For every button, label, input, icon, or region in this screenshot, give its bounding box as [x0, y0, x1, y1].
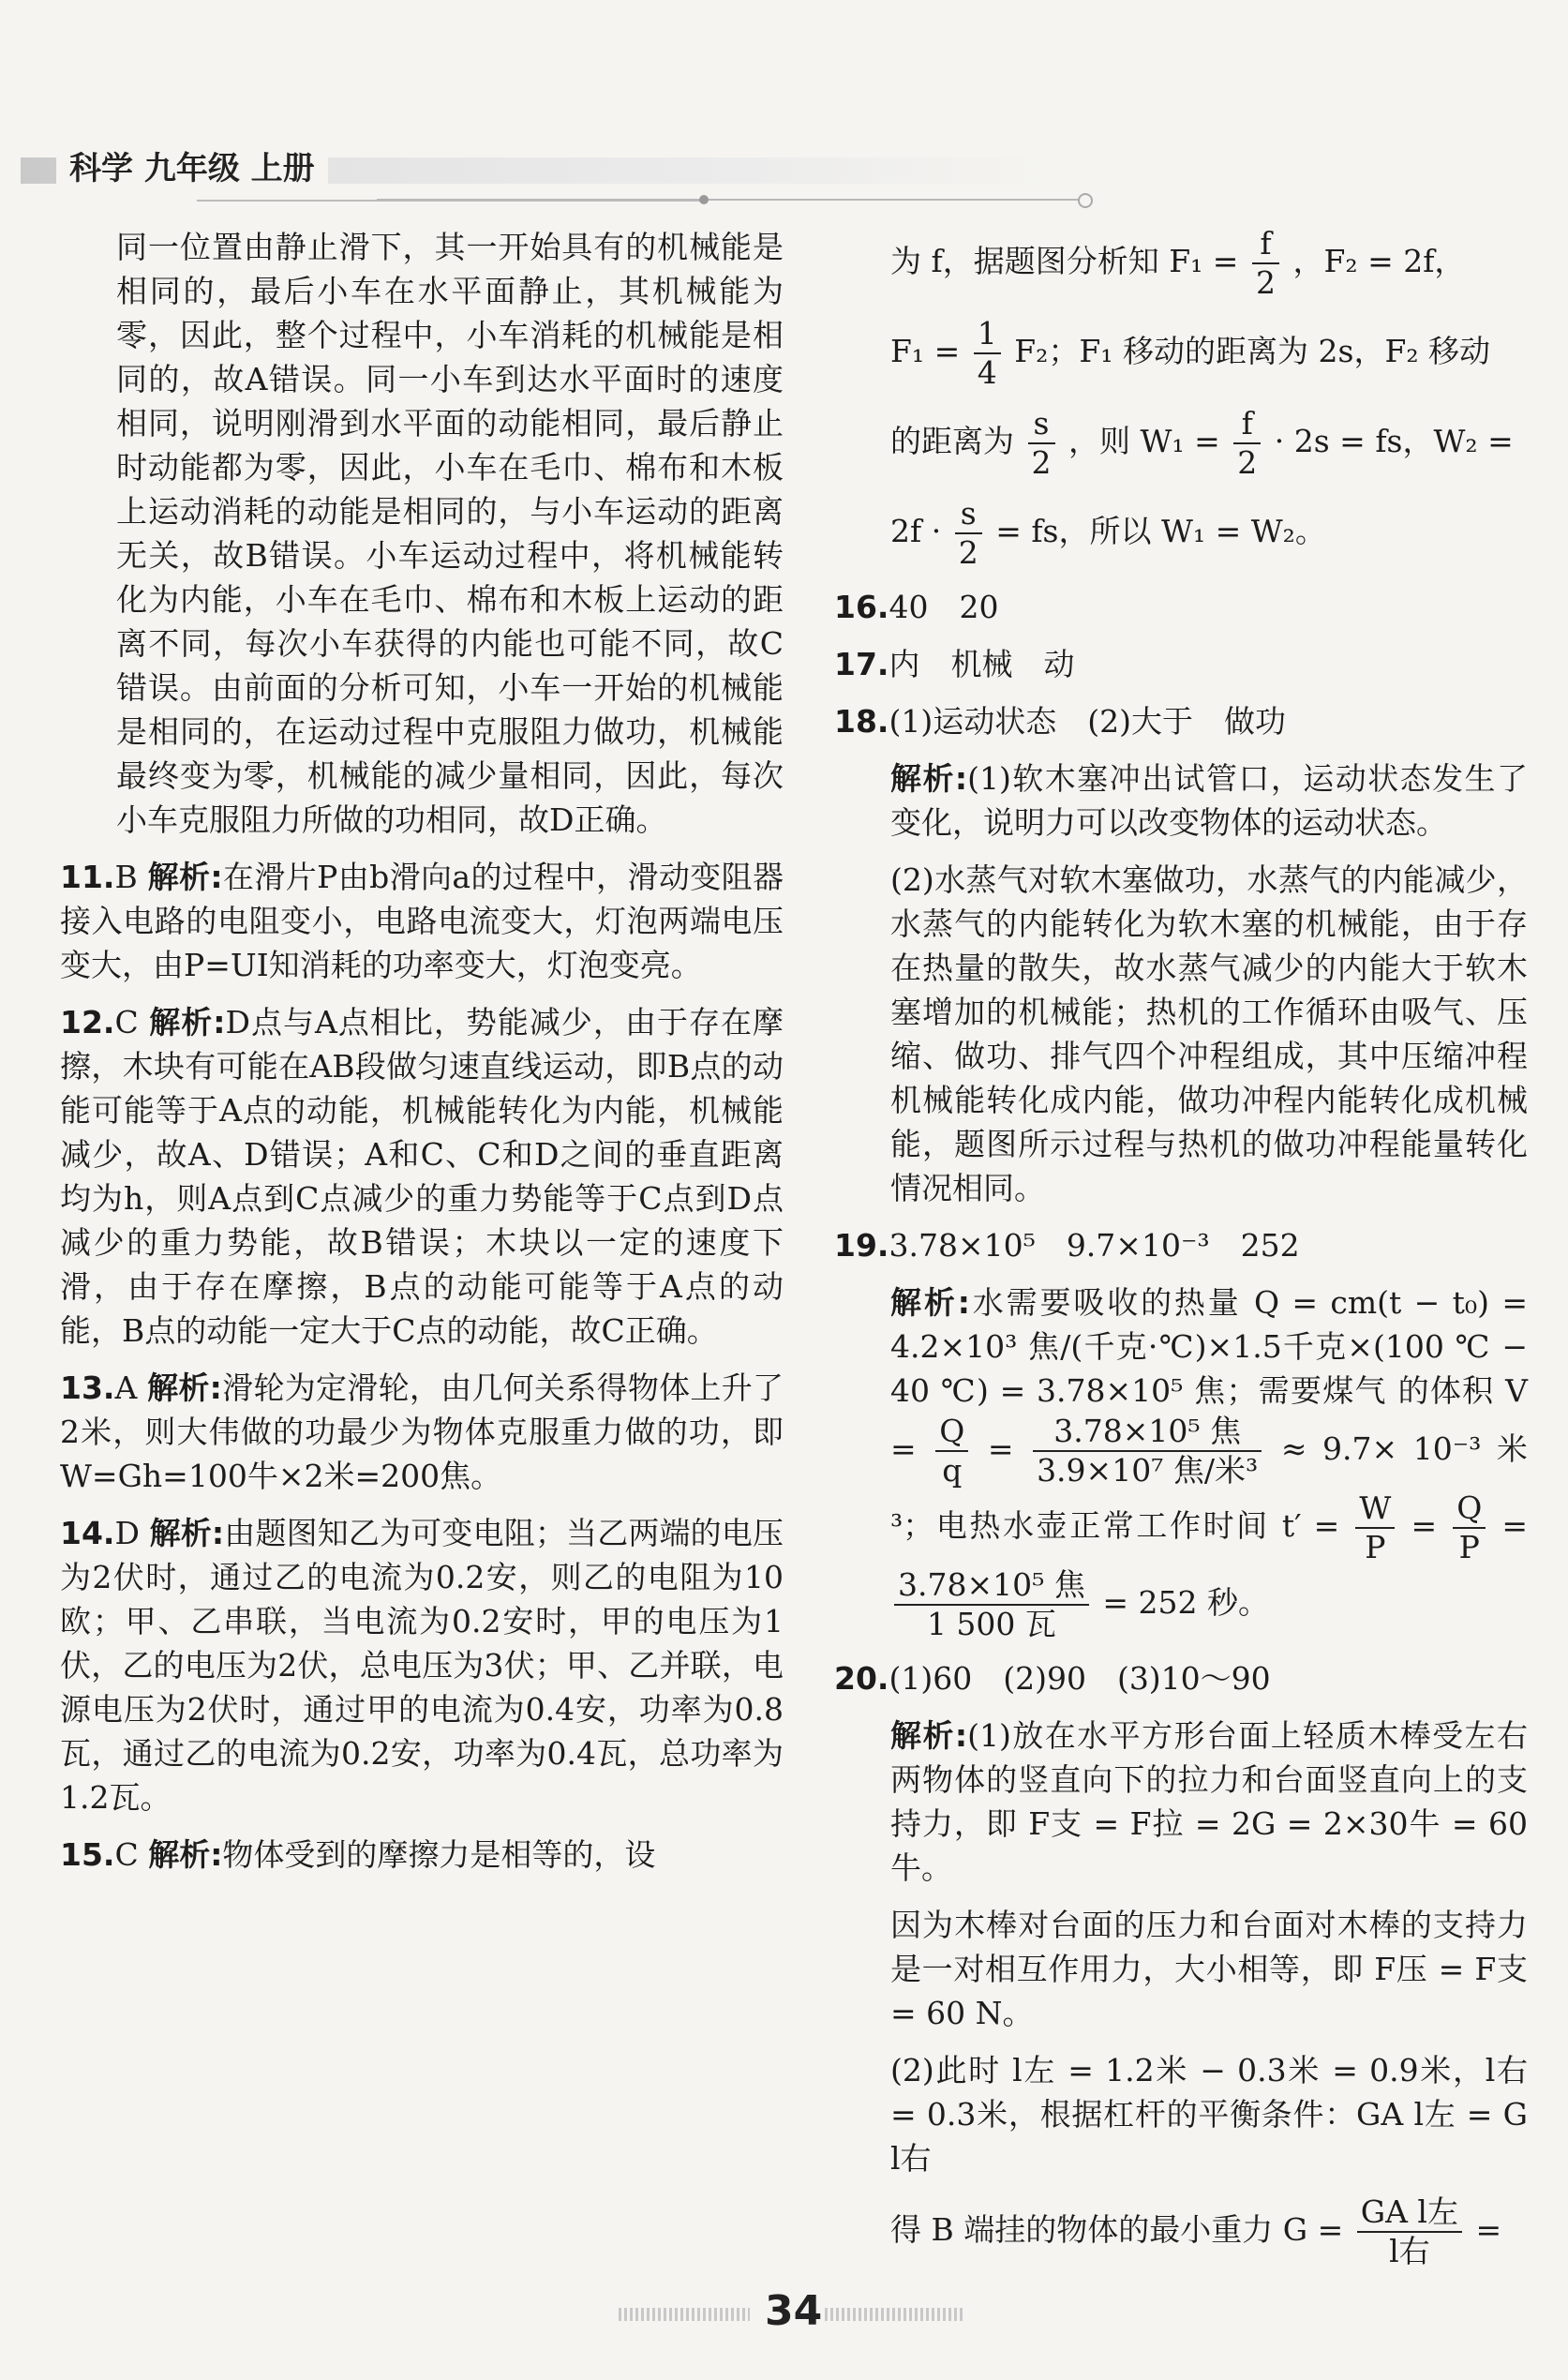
q15-formula-line-2: [834, 315, 1528, 392]
q19-explanation: [834, 1280, 1528, 1643]
fraction-Q-over-q: [935, 1413, 968, 1489]
fraction-denominator: 2: [1255, 264, 1276, 301]
q15-formula-line-1: [834, 225, 1528, 302]
q15-label: 解析:: [148, 1836, 223, 1873]
q19-approx-text: ≈ 9.7×: [1280, 1430, 1398, 1467]
q12-item: [60, 1000, 784, 1353]
q13-answer: A: [114, 1370, 138, 1406]
equals-sign: =: [987, 1430, 1014, 1467]
fraction-numerator: f: [1252, 225, 1279, 264]
fraction-lever-gravity: [1357, 2193, 1462, 2270]
equals-sign: =: [1501, 1507, 1528, 1544]
q20-explanation-2: 因为木棒对台面的压力和台面对木棒的支持力是一对相互作用力，大小相等，即 F压 = F支 = 60 N。: [890, 1907, 1528, 2031]
q20-label: 解析:: [890, 1717, 968, 1754]
header-subrule-dot: [699, 195, 709, 204]
q16-number: 16.: [834, 589, 889, 625]
fraction-denominator: 4: [977, 354, 997, 391]
q15-number: 15.: [60, 1836, 115, 1873]
fraction-denominator: q: [942, 1452, 963, 1489]
q13-number: 13.: [60, 1370, 115, 1406]
fraction-numerator: W: [1355, 1489, 1395, 1529]
footer-decor-right: [825, 2308, 965, 2321]
q19-time-text: 10⁻³ 米³；电热水壶正常工作时间 t′ =: [890, 1430, 1528, 1544]
q14-text: 由题图知乙为可变电阻；当乙两端的电压为2伏时，通过乙的电流为0.2安，则乙的电阻为10欧；甲、乙串联，当电流为0.2安时，甲的电压为1伏，乙的电压为2伏，总电压为3伏；甲、乙并联，电源电压为2伏时，通过甲的电流为0.4安，功率为0.8瓦，通过乙的电流为0.2安，功率为0.4瓦，总功率为1.2瓦。: [60, 1515, 784, 1816]
fraction-time-value: [894, 1566, 1089, 1643]
q14-answer: D: [114, 1515, 140, 1551]
q15-line1-text-b: ，F₂ = 2f，: [1292, 243, 1466, 279]
page-header: [21, 141, 1052, 197]
header-subrule: [197, 200, 703, 202]
fraction-numerator: Q: [1453, 1489, 1486, 1529]
q17-item: [834, 642, 1528, 686]
q14-number: 14.: [60, 1515, 115, 1551]
q15-line1-text-a: 为 f，据题图分析知 F₁ =: [890, 243, 1239, 279]
q19-volume-text: 的体积 V =: [890, 1372, 1528, 1467]
fraction-denominator: 1 500 瓦: [926, 1606, 1056, 1642]
fraction-denominator: l右: [1389, 2233, 1430, 2269]
q12-label: 解析:: [149, 1004, 226, 1040]
q15-line4-text-a: 2f ·: [890, 513, 942, 549]
q15-line3-text-b: ，则 W₁ =: [1068, 423, 1220, 459]
q15-text: 物体受到的摩擦力是相等的，设: [222, 1836, 656, 1873]
page-number: 34: [765, 2287, 823, 2335]
q20-explanation-4: [834, 2193, 1528, 2270]
fraction-numerator: Q: [935, 1413, 968, 1452]
q13-item: [60, 1366, 784, 1498]
q19-result-text: = 252 秒。: [1102, 1584, 1269, 1621]
fraction-denominator: 2: [1237, 444, 1258, 481]
footer-decor-left: [619, 2308, 750, 2321]
fraction-W-over-P: [1355, 1489, 1395, 1566]
q19-text-1: 水需要吸收的热量 Q = cm(t − t₀) = 4.2×10³ 焦/(千克·℃)×1.5千克×(100 ℃ − 40 ℃) = 3.78×10⁵ 焦；需要煤气: [890, 1284, 1529, 1409]
q20-line4-text-a: 得 B 端挂的物体的最小重力 G =: [890, 2211, 1344, 2248]
q19-answer: 3.78×10⁵ 9.7×10⁻³ 252: [889, 1227, 1300, 1264]
equals-sign: =: [1411, 1507, 1438, 1544]
right-column: [834, 225, 1528, 2283]
fraction-numerator: 3.78×10⁵ 焦: [1033, 1413, 1262, 1452]
q18-label: 解析:: [890, 760, 968, 797]
q11-number: 11.: [60, 859, 115, 895]
q18-explanation-1: [834, 756, 1528, 845]
equals-sign: =: [1475, 2211, 1502, 2248]
q15-formula-line-4: [834, 495, 1528, 572]
fraction-f-over-2: [1252, 225, 1279, 302]
fraction-numerator: f: [1233, 405, 1261, 444]
q20-item: [834, 1656, 1528, 1700]
q19-number: 19.: [834, 1227, 889, 1264]
q11-answer: B: [114, 859, 138, 895]
q17-answer: 内 机械 动: [889, 646, 1075, 682]
q11-label: 解析:: [147, 859, 223, 895]
fraction-denominator: 2: [1031, 444, 1052, 481]
q12-answer: C: [114, 1004, 139, 1040]
fraction-numerator: GA l左: [1357, 2193, 1462, 2233]
fraction-denominator: P: [1458, 1529, 1480, 1565]
fraction-denominator: 2: [958, 534, 978, 571]
q14-label: 解析:: [149, 1515, 225, 1551]
q14-item: [60, 1511, 784, 1819]
q18-item: [834, 699, 1528, 743]
q18-number: 18.: [834, 703, 889, 740]
q15-answer: C: [114, 1836, 139, 1873]
q13-label: 解析:: [147, 1370, 222, 1406]
q19-item: [834, 1223, 1528, 1267]
fraction-denominator: P: [1365, 1529, 1386, 1565]
q15-item: [60, 1833, 784, 1877]
q15-line4-text-b: = fs，所以 W₁ = W₂。: [995, 513, 1326, 549]
q18-explanation-2: (2)水蒸气对软木塞做功，水蒸气的内能减少，水蒸气的内能转化为软木塞的机械能，由于存在热量的散失，故水蒸气减少的内能大于软木塞增加的机械能；热机的工作循环由吸气、压缩、做功、排气四个冲程组成，其中压缩冲程机械能转化成内能，做功冲程内能转化成机械能，题图所示过程与热机的做功冲程能量转化情况相同。: [890, 861, 1528, 1206]
q12-text: D点与A点相比，势能减少，由于存在摩擦，木块有可能在AB段做匀速直线运动，即B点的动能可能等于A点的动能，机械能转化为内能，机械能减少，故A、D错误；A和C、C和D之间的垂直距离均为h，则A点到C点减少的重力势能等于C点到D点减少的重力势能，故B错误；木块以一定的速度下滑，由于存在摩擦，B点的动能可能等于A点的动能，B点的动能一定大于C点的动能，故C正确。: [60, 1004, 784, 1349]
fraction-s-over-2: [955, 495, 982, 572]
q15-line3-text-c: · 2s = fs，W₂ =: [1274, 423, 1514, 459]
fraction-denominator: 3.9×10⁷ 焦/米³: [1037, 1452, 1259, 1489]
q11-item: [60, 855, 784, 987]
q10-explanation-continued: 同一位置由静止滑下，其一开始具有的机械能是相同的，最后小车在水平面静止，其机械能为零，因此，整个过程中，小车消耗的机械能是相同的，故A错误。同一小车到达水平面时的速度相同，说明刚滑到水平面的动能相同，最后静止时动能都为零，因此，小车在毛巾、棉布和木板上运动消耗的动能是相同的，与小车运动的距离无关，故B错误。小车运动过程中，将机械能转化为内能，小车在毛巾、棉布和木板上运动的距离不同，每次小车获得的内能也可能不同，故C错误。由前面的分析可知，小车一开始的机械能是相同的，在运动过程中克服阻力做功，机械能最终变为零，机械能的减少量相同，因此，每次小车克服阻力所做的功相同，故D正确。: [116, 229, 784, 838]
q20-number: 20.: [834, 1660, 889, 1697]
q15-line2-text-a: F₁ =: [890, 333, 961, 369]
q18-answer: (1)运动状态 (2)大于 做功: [889, 703, 1286, 740]
q19-label: 解析:: [890, 1284, 970, 1321]
fraction-numerator: s: [955, 495, 982, 534]
q16-item: [834, 585, 1528, 629]
fraction-1-over-4: [974, 315, 1001, 392]
q20-text-1: (1)放在水平方形台面上轻质木棒受左右两物体的竖直向下的拉力和台面竖直向上的支持力，即 F支 = F拉 = 2G = 2×30牛 = 60牛。: [890, 1717, 1528, 1886]
q20-answer: (1)60 (2)90 (3)10～90: [889, 1660, 1271, 1697]
q13-text: 滑轮为定滑轮，由几何关系得物体上升了2米，则大伟做的功最少为物体克服重力做的功，即W=Gh=100牛×2米=200焦。: [60, 1370, 784, 1494]
q12-number: 12.: [60, 1004, 115, 1040]
q17-number: 17.: [834, 646, 889, 682]
header-rule-dot: [1078, 193, 1093, 208]
fraction-numerator: 3.78×10⁵ 焦: [894, 1566, 1089, 1606]
fraction-f-over-2: [1233, 405, 1261, 482]
q15-formula-line-3: [834, 405, 1528, 482]
fraction-Q-over-P: [1453, 1489, 1486, 1566]
q11-text: 在滑片P由b滑向a的过程中，滑动变阻器接入电路的电阻变小，电路电流变大，灯泡两端电压变大，由P=UI知消耗的功率变大，灯泡变亮。: [60, 859, 784, 983]
fraction-numerator: 1: [974, 315, 1001, 354]
q16-answer: 40 20: [889, 589, 999, 625]
book-title: 科学 九年级 上册: [56, 146, 328, 191]
page-footer: [0, 2287, 1568, 2343]
q15-line3-text-a: 的距离为: [890, 423, 1014, 459]
q20-explanation-1: [834, 1714, 1528, 1890]
fraction-s-over-2: [1028, 405, 1055, 482]
fraction-numerator: s: [1028, 405, 1055, 444]
q15-line2-text-b: F₂；F₁ 移动的距离为 2s，F₂ 移动: [1014, 333, 1491, 369]
q18-text-1: (1)软木塞冲出试管口，运动状态发生了变化，说明力可以改变物体的运动状态。: [890, 760, 1528, 841]
fraction-volume-value: [1033, 1413, 1262, 1489]
q20-explanation-3: (2)此时 l左 = 1.2米 − 0.3米 = 0.9米，l右 = 0.3米，根据杠杆的平衡条件：GA l左 = G l右: [890, 2052, 1528, 2177]
left-column: [60, 225, 784, 1890]
